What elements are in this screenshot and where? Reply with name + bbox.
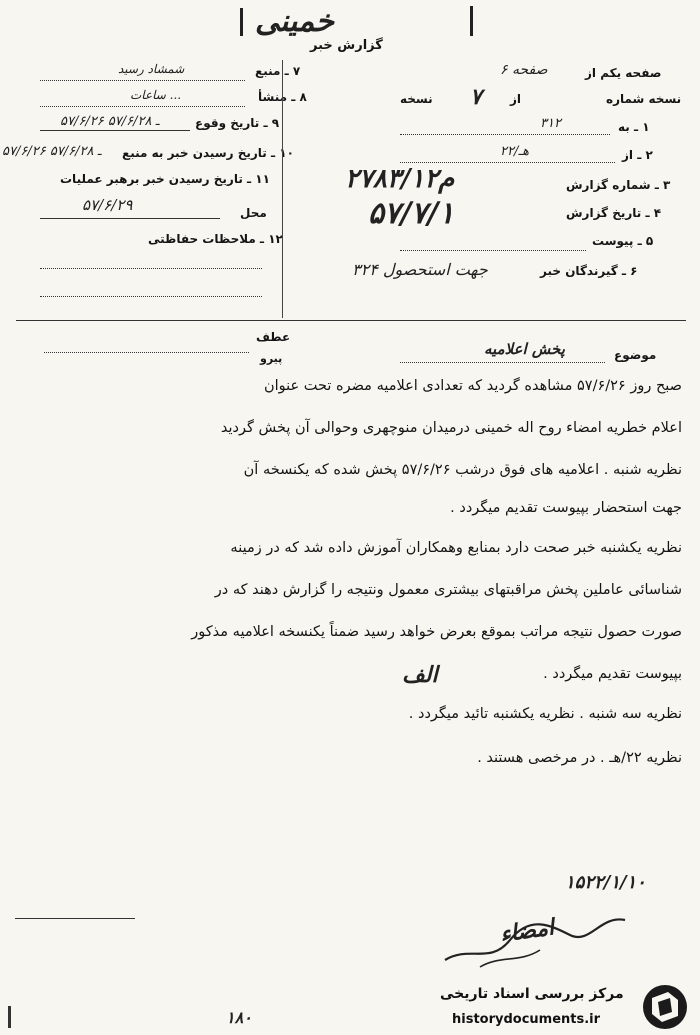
copy-label: نسخه شماره xyxy=(606,92,682,106)
field-8-dots xyxy=(40,106,245,107)
field-8-value: ساعات ... xyxy=(130,88,182,102)
header-bar-2 xyxy=(470,6,473,36)
body-p3: نظریه سه شنبه . نظریه یکشنبه تائید میگردد . xyxy=(408,706,682,722)
body-p1-line4: جهت استحضار بپیوست تقدیم میگردد . xyxy=(450,500,682,516)
copy-unit: نسخه xyxy=(400,92,433,106)
body-p1-line1: صبح روز ۵۷/۶/۲۶ مشاهده گردید که تعدادی اعلامیه مضره تحت عنوان xyxy=(263,378,682,394)
r3-value: ۲۷۸۳/۱۲م xyxy=(345,164,455,194)
subject-label: موضوع xyxy=(614,348,657,362)
field-12-label: ۱۲ ـ ملاحظات حفاظتی xyxy=(148,232,283,246)
ref-dots xyxy=(44,352,249,353)
bottom-number: ۱۸۰ xyxy=(226,1008,252,1027)
field-12-dots-2 xyxy=(40,296,262,297)
r2-label: ۲ ـ از xyxy=(622,148,653,162)
field-9-line xyxy=(40,130,190,131)
archive-logo-text: مرکز بررسی اسناد تاریخی xyxy=(440,986,624,1002)
header-bar xyxy=(240,8,243,36)
r5-dots xyxy=(400,250,586,251)
r4-label: ۴ ـ تاریخ گزارش xyxy=(566,206,662,220)
r5-label: ۵ ـ پیوست xyxy=(592,234,654,248)
field-7-value: شمشاد رسید xyxy=(118,62,185,76)
footer-date-note: ۱۵۲۲/۱/۱۰ xyxy=(565,872,646,893)
field-9-label: ۹ ـ تاریخ وقوع xyxy=(195,116,280,130)
field-11-label: ۱۱ ـ تاریخ رسیدن خبر برهبر عملیات xyxy=(60,172,270,186)
body-p2-line3: صورت حصول نتیجه مراتب بموقع بعرض خواهد رسید ضمناً یکنسخه اعلامیه مذکور xyxy=(191,624,682,640)
field-12-dots-1 xyxy=(40,268,262,269)
body-p2-line1: نظریه یکشنبه خبر صحت دارد بمنابع وهمکاران آموزش داده شد که در زمینه xyxy=(230,540,682,556)
body-p1-line2: اعلام خطریه امضاء روح اله خمینی درمیدان منوچهری وحوالی آن پخش گردید xyxy=(220,420,682,436)
field-7-dots xyxy=(40,80,245,81)
ref-sub: پیرو xyxy=(260,352,283,365)
page-value: ۶ صفحه xyxy=(500,62,548,78)
field-11-line xyxy=(40,218,220,219)
body-p1-line3: نظریه شنبه . اعلامیه های فوق درشب ۵۷/۶/۲۶ پخش شده که یکنسخه آن xyxy=(243,462,682,478)
field-10-label: ۱۰ ـ تاریخ رسیدن خبر به منبع xyxy=(122,146,294,160)
margin-note: الف xyxy=(402,662,438,688)
field-11-value: ۵۷/۶/۲۹ xyxy=(82,196,133,214)
subject-value: پخش اعلامیه xyxy=(484,340,565,358)
r1-value: ۳۱۲ xyxy=(540,116,561,131)
subject-dots xyxy=(400,362,605,363)
r6-label: ۶ ـ گیرندگان خبر xyxy=(540,264,638,278)
archive-site-url: historydocuments.ir xyxy=(452,1012,601,1027)
body-p2-line2: شناسائی عاملین پخش مراقبتهای بیشتری معمول ونتیجه را گزارش دهند که در xyxy=(214,582,682,598)
r1-dots xyxy=(400,134,610,135)
footer-signature: امضاء xyxy=(498,914,556,948)
bottom-bracket xyxy=(8,1006,11,1028)
r1-label: ۱ ـ به xyxy=(618,120,650,134)
column-divider xyxy=(282,60,283,318)
r6-value: ۳۲۴ جهت استحصول xyxy=(352,260,488,279)
archive-logo-icon xyxy=(640,982,690,1032)
ref-label: عطف xyxy=(256,330,291,344)
header-stamp: خمینی xyxy=(255,4,334,39)
section-rule xyxy=(16,320,686,321)
copy-value: ۷ xyxy=(470,84,482,110)
field-8-label: ۸ ـ منشأ xyxy=(258,90,307,104)
field-11-label-place: محل xyxy=(240,206,267,220)
page-label: صفحه یکم از xyxy=(585,66,662,80)
signature-stroke xyxy=(440,905,630,975)
copy-from: از xyxy=(510,92,522,106)
field-7-label: ۷ ـ منبع xyxy=(255,64,301,78)
report-title: گزارش خبر xyxy=(310,38,383,53)
field-9-value: ۵۷/۶/۲۶ ـ ۵۷/۶/۲۸ xyxy=(60,114,160,129)
footer-line-left xyxy=(15,918,135,919)
body-p4: نظریه ۲۲/هـ . در مرخصی هستند . xyxy=(477,750,682,766)
r4-value: ۵۷/۷/۱ xyxy=(368,196,455,231)
r2-value: ۲۲/هـ xyxy=(500,144,530,159)
body-p2-line4: بپیوست تقدیم میگردد . xyxy=(543,666,682,682)
r3-label: ۳ ـ شماره گزارش xyxy=(566,178,671,192)
field-10-value: ۵۷/۶/۲۶ ـ ۵۷/۶/۲۸ xyxy=(2,144,102,159)
r2-dots xyxy=(400,162,615,163)
